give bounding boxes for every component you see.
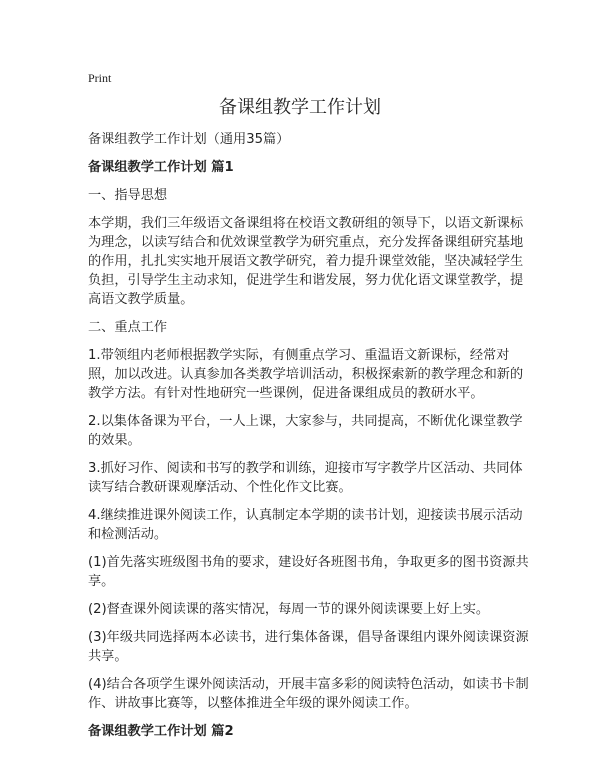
part1-heading: 一、指导思想 — [88, 188, 168, 203]
list-item: 1.带领组内老师根据教学实际，有侧重点学习、重温语文新课标，经常对照，加以改进。认真参加各类教学培训活动，积极探索新的教学理念和新的教学方法。有针对性地研究一些课例，促进备课组成员的教研水平。 — [88, 348, 524, 401]
list-item: 4.继续推进课外阅读工作，认真制定本学期的读书计划，迎接读书展示活动和检测活动。 — [88, 508, 523, 542]
section-heading-2: 备课组教学工作计划 篇2 — [88, 724, 234, 739]
list-item: (4)结合各项学生课外阅读活动，开展丰富多彩的阅读特色活动，如读书卡制作、讲故事比赛等，以整体推进全年级的课外阅读工作。 — [88, 677, 529, 711]
print-link[interactable]: Print — [88, 71, 112, 85]
page-title: 备课组教学工作计划 — [219, 97, 381, 118]
list-item: (3)年级共同选择两本必读书，进行集体备课，倡导备课组内课外阅读课资源共享。 — [88, 630, 529, 664]
list-item: 3.抓好习作、阅读和书写的教学和训练，迎接市写字教学片区活动、共同体读写结合教研课观摩活动、个性化作文比赛。 — [88, 461, 523, 495]
part2-heading: 二、重点工作 — [88, 320, 168, 335]
subtitle: 备课组教学工作计划（通用35篇） — [88, 132, 290, 147]
list-item: 2.以集体备课为平台，一人上课，大家参与，共同提高，不断优化课堂教学的效果。 — [88, 414, 523, 448]
section-heading-1: 备课组教学工作计划 篇1 — [88, 160, 234, 175]
list-item: (1)首先落实班级图书角的要求，建设好各班图书角，争取更多的图书资源共享。 — [88, 555, 529, 589]
list-item: (2)督查课外阅读课的落实情况，每周一节的课外阅读课要上好上实。 — [88, 602, 490, 617]
part1-paragraph: 本学期，我们三年级语文备课组将在校语文教研组的领导下，以语文新课标为理念，以读写结合和优效课堂教学为研究重点，充分发挥备课组研究基地的作用，扎扎实实地开展语文教学研究，着力提升课堂效能，坚决减轻学生负担，引导学生主动求知，促进学生和谐发展，努力优化语文课堂教学，提高语文教学质量。 — [88, 216, 524, 307]
